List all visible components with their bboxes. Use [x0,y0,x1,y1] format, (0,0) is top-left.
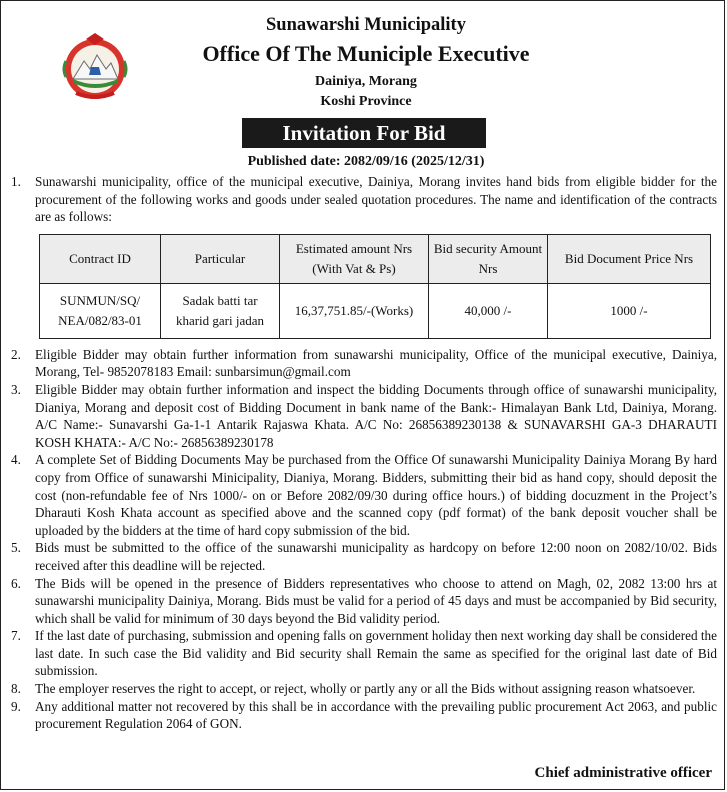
table-row [40,283,711,338]
municipality-name: Sunawarshi Municipality [266,15,466,35]
signature-title: Chief administrative officer [534,765,712,781]
item-number: 9. [11,698,21,714]
published-date: Published date: 2082/09/16 (2025/12/31) [247,154,485,169]
table-header-row [40,234,711,283]
item-text: A complete Set of Bidding Documents May be purchased from the Office Of sunawarshi Municipality Dainiya Morang By hard copy from Office of sunawarshi Minicipality, Dianiya, Morang. Bidders, submitting their bid as hand copy, should deposit the cost (non-refundable fee of Nrs 1000/- on or Before 2082/09/30 during office hours.) of bidding docuzment in the Project’s Dharauti Kosh Khata account as specified above and the scanned copy (pdf format) of the bank deposit voucher shall be uploaded by the bidders at the time of hard copy submission of the bid. [35,452,717,538]
item-number: 7. [11,628,21,644]
list-item [11,698,717,733]
column-header: Estimated amount Nrs (With Vat & Ps) [280,234,429,283]
list-item [11,173,717,226]
office-location: Dainiya, Morang [315,74,417,89]
bid-security-cell: 40,000 /- [429,283,548,338]
item-number: 4. [11,452,21,468]
item-text: If the last date of purchasing, submission and opening falls on government holiday then next working day shall be considered the last date. In such case the Bid validity and Bid security shall Remain the same as specified for the original last date of Bid submission. [35,628,717,679]
list-item [11,346,717,381]
item-text: Bids must be submitted to the office of the sunawarshi municipality as hardcopy on before 12:00 noon on 2082/10/02. Bids received after this deadline will be rejected. [35,540,717,573]
column-header: Particular [161,234,280,283]
item-text: Eligible Bidder may obtain further information and inspect the bidding Documents through office of sunawarshi municipality, Dianiya, Morang and deposit cost of Bidding Document in bank name of the Bank:- Himalayan Bank Ltd, Dainiya, Morang. A/C Name:- Sunavarshi Ga-1-1 Antarik Rajaswa Khata. A/C No: 26856389230138 & SUNAVARSHI GA-3 DHARAUTI KOSH KHATA:- A/C No:- 26856389230178 [35,381,717,450]
list-item [11,381,717,451]
column-header: Bid Document Price Nrs [548,234,711,283]
nepal-emblem-icon [56,31,134,103]
item-number: 5. [11,540,21,556]
notice-title: Invitation For Bid [242,118,486,148]
office-title: Office Of The Municiple Executive [202,41,530,66]
item-text: Any additional matter not recovered by this shall be in accordance with the prevailing public procurement Act 2063, and public procurement Regulation 2064 of GON. [35,698,717,732]
item-text: Sunawarshi municipality, office of the municipal executive, Dainiya, Morang invites hand bids from eligible bidder for the procurement of the following works and goods under sealed quotation procedures. The name and identification of the contracts are as follows: [35,174,717,225]
notice-items [11,173,717,733]
item-number: 6. [11,575,21,591]
column-header: Contract ID [40,234,161,283]
column-header: Bid security Amount Nrs [429,234,548,283]
list-item [11,451,717,539]
item-text: The employer reserves the right to accept, or reject, wholly or partly any or all the Bids without assigning reason whatsoever. [35,681,696,697]
list-item [11,627,717,680]
item-number: 8. [11,681,21,697]
particular-cell: Sadak batti tar kharid gari jadan [161,283,280,338]
item-number: 1. [11,174,21,189]
province-name: Koshi Province [320,94,412,109]
item-text: The Bids will be opened in the presence of Bidders representatives who choose to attend on Magh, 02, 2082 13:00 hrs at sunawarshi municipality Dainiya, Morang. Bids must be valid for a period of 45 days and must be accompanied by Bid security, which shall be valid for minimum of 30 days beyond the Bid validity period. [35,575,717,626]
document-price-cell: 1000 /- [548,283,711,338]
list-item [11,680,717,698]
list-item [11,539,717,574]
item-text: Eligible Bidder may obtain further information from sunawarshi municipality, Office of the municipal executive, Dainiya, Morang, Tel- 9852078183 Email: sunbarsimun@gmail.com [35,346,717,380]
contract-id-cell: SUNMUN/SQ/ NEA/082/83-01 [40,283,161,338]
list-item [11,575,717,628]
item-number: 2. [11,346,21,362]
estimated-amount-cell: 16,37,751.85/-(Works) [280,283,429,338]
item-number: 3. [11,381,21,397]
contracts-table [39,234,711,339]
